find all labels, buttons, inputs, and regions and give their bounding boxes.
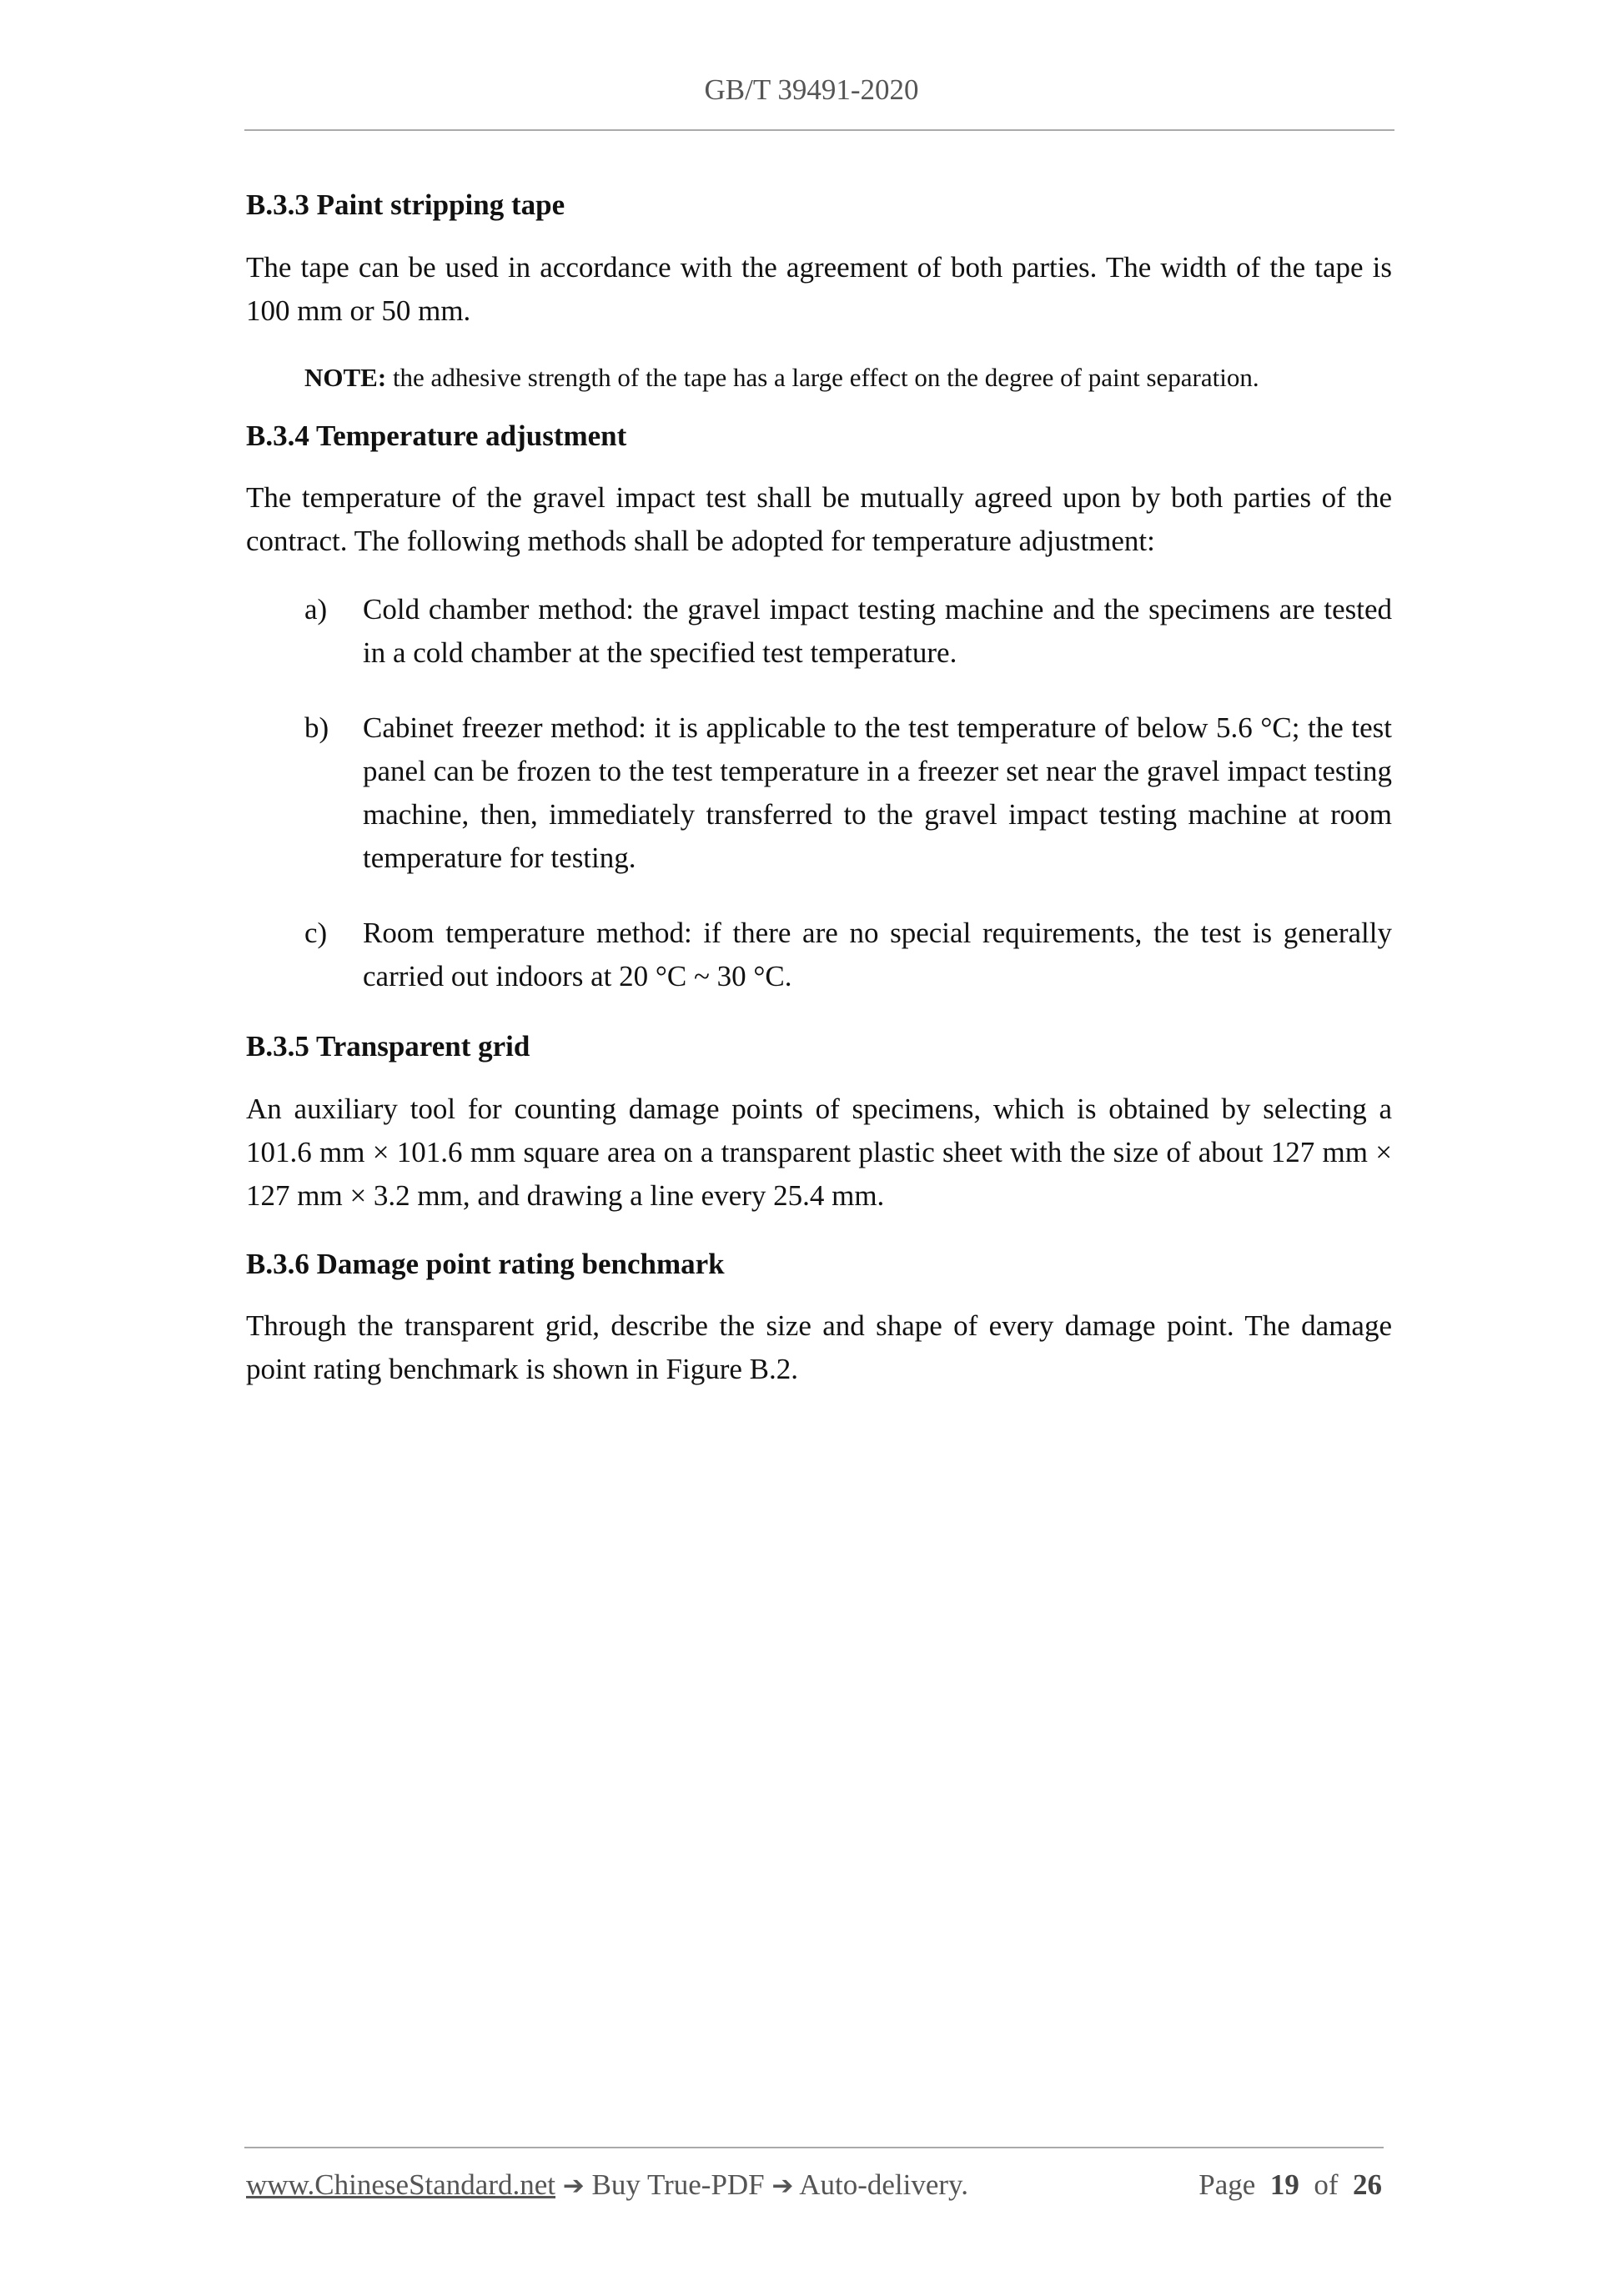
- footer-left: [246, 2168, 968, 2202]
- section-heading-b334: B.3.4 Temperature adjustment: [246, 419, 627, 452]
- note-label: NOTE:: [304, 362, 387, 392]
- section-heading-b335: B.3.5 Transparent grid: [246, 1030, 530, 1063]
- header-divider: [244, 129, 1394, 131]
- list-item: [304, 706, 1392, 880]
- footer-divider: [244, 2147, 1384, 2148]
- page-of: of: [1314, 2168, 1339, 2201]
- list-item-text: Cold chamber method: the gravel impact testing machine and the specimens are tested in a cold chamber at the specified test temperature.: [363, 593, 1392, 669]
- page-number: [1198, 2168, 1382, 2202]
- list-marker: b): [304, 711, 329, 744]
- list-item-text: Cabinet freezer method: it is applicable to the test temperature of below 5.6 °C; the test panel can be frozen to the test temperature in a freezer set near the gravel impact testing machine, then, immediately transferred to the gravel impact testing machine at room temperature for testing.: [363, 711, 1392, 874]
- arrow-right-icon: ➔: [562, 2171, 585, 2201]
- buy-text: Buy True-PDF: [591, 2168, 765, 2201]
- arrow-right-icon: ➔: [771, 2171, 794, 2201]
- section-para-b333: The tape can be used in accordance with the agreement of both parties. The width of the tape is 100 mm or 50 mm.: [246, 250, 1392, 327]
- note-b333: [304, 358, 1392, 398]
- page-total: 26: [1353, 2168, 1382, 2201]
- temperature-methods-list: [246, 588, 1392, 998]
- section-para-b336: Through the transparent grid, describe the size and shape of every damage point. The damage point rating benchmark is shown in Figure B.2.: [246, 1309, 1392, 1385]
- standard-number-header: GB/T 39491-2020: [704, 73, 919, 106]
- delivery-text: Auto-delivery.: [799, 2168, 969, 2201]
- list-marker: a): [304, 593, 328, 625]
- list-item-text: Room temperature method: if there are no special requirements, the test is generally carried out indoors at 20 °C ~ 30 °C.: [363, 917, 1392, 992]
- list-marker: c): [304, 917, 328, 949]
- page-current: 19: [1269, 2168, 1299, 2201]
- section-para-b334: The temperature of the gravel impact test shall be mutually agreed upon by both parties of the contract. The following methods shall be adopted for temperature adjustment:: [246, 481, 1392, 557]
- page-label: Page: [1198, 2168, 1256, 2201]
- page-footer: [246, 2168, 1382, 2202]
- section-heading-b333: B.3.3 Paint stripping tape: [246, 188, 565, 221]
- list-item: [304, 912, 1392, 998]
- page-content: [246, 183, 1392, 1391]
- list-item: [304, 588, 1392, 675]
- section-heading-b336: B.3.6 Damage point rating benchmark: [246, 1247, 725, 1280]
- note-text: the adhesive strength of the tape has a large effect on the degree of paint separation.: [392, 362, 1259, 392]
- section-para-b335: An auxiliary tool for counting damage points of specimens, which is obtained by selecting a 101.6 mm × 101.6 mm square area on a transparent plastic sheet with the size of about 127 mm × 127 mm × 3.2 mm, and drawing a line every 25.4 mm.: [246, 1092, 1392, 1212]
- site-link[interactable]: www.ChineseStandard.net: [246, 2168, 555, 2201]
